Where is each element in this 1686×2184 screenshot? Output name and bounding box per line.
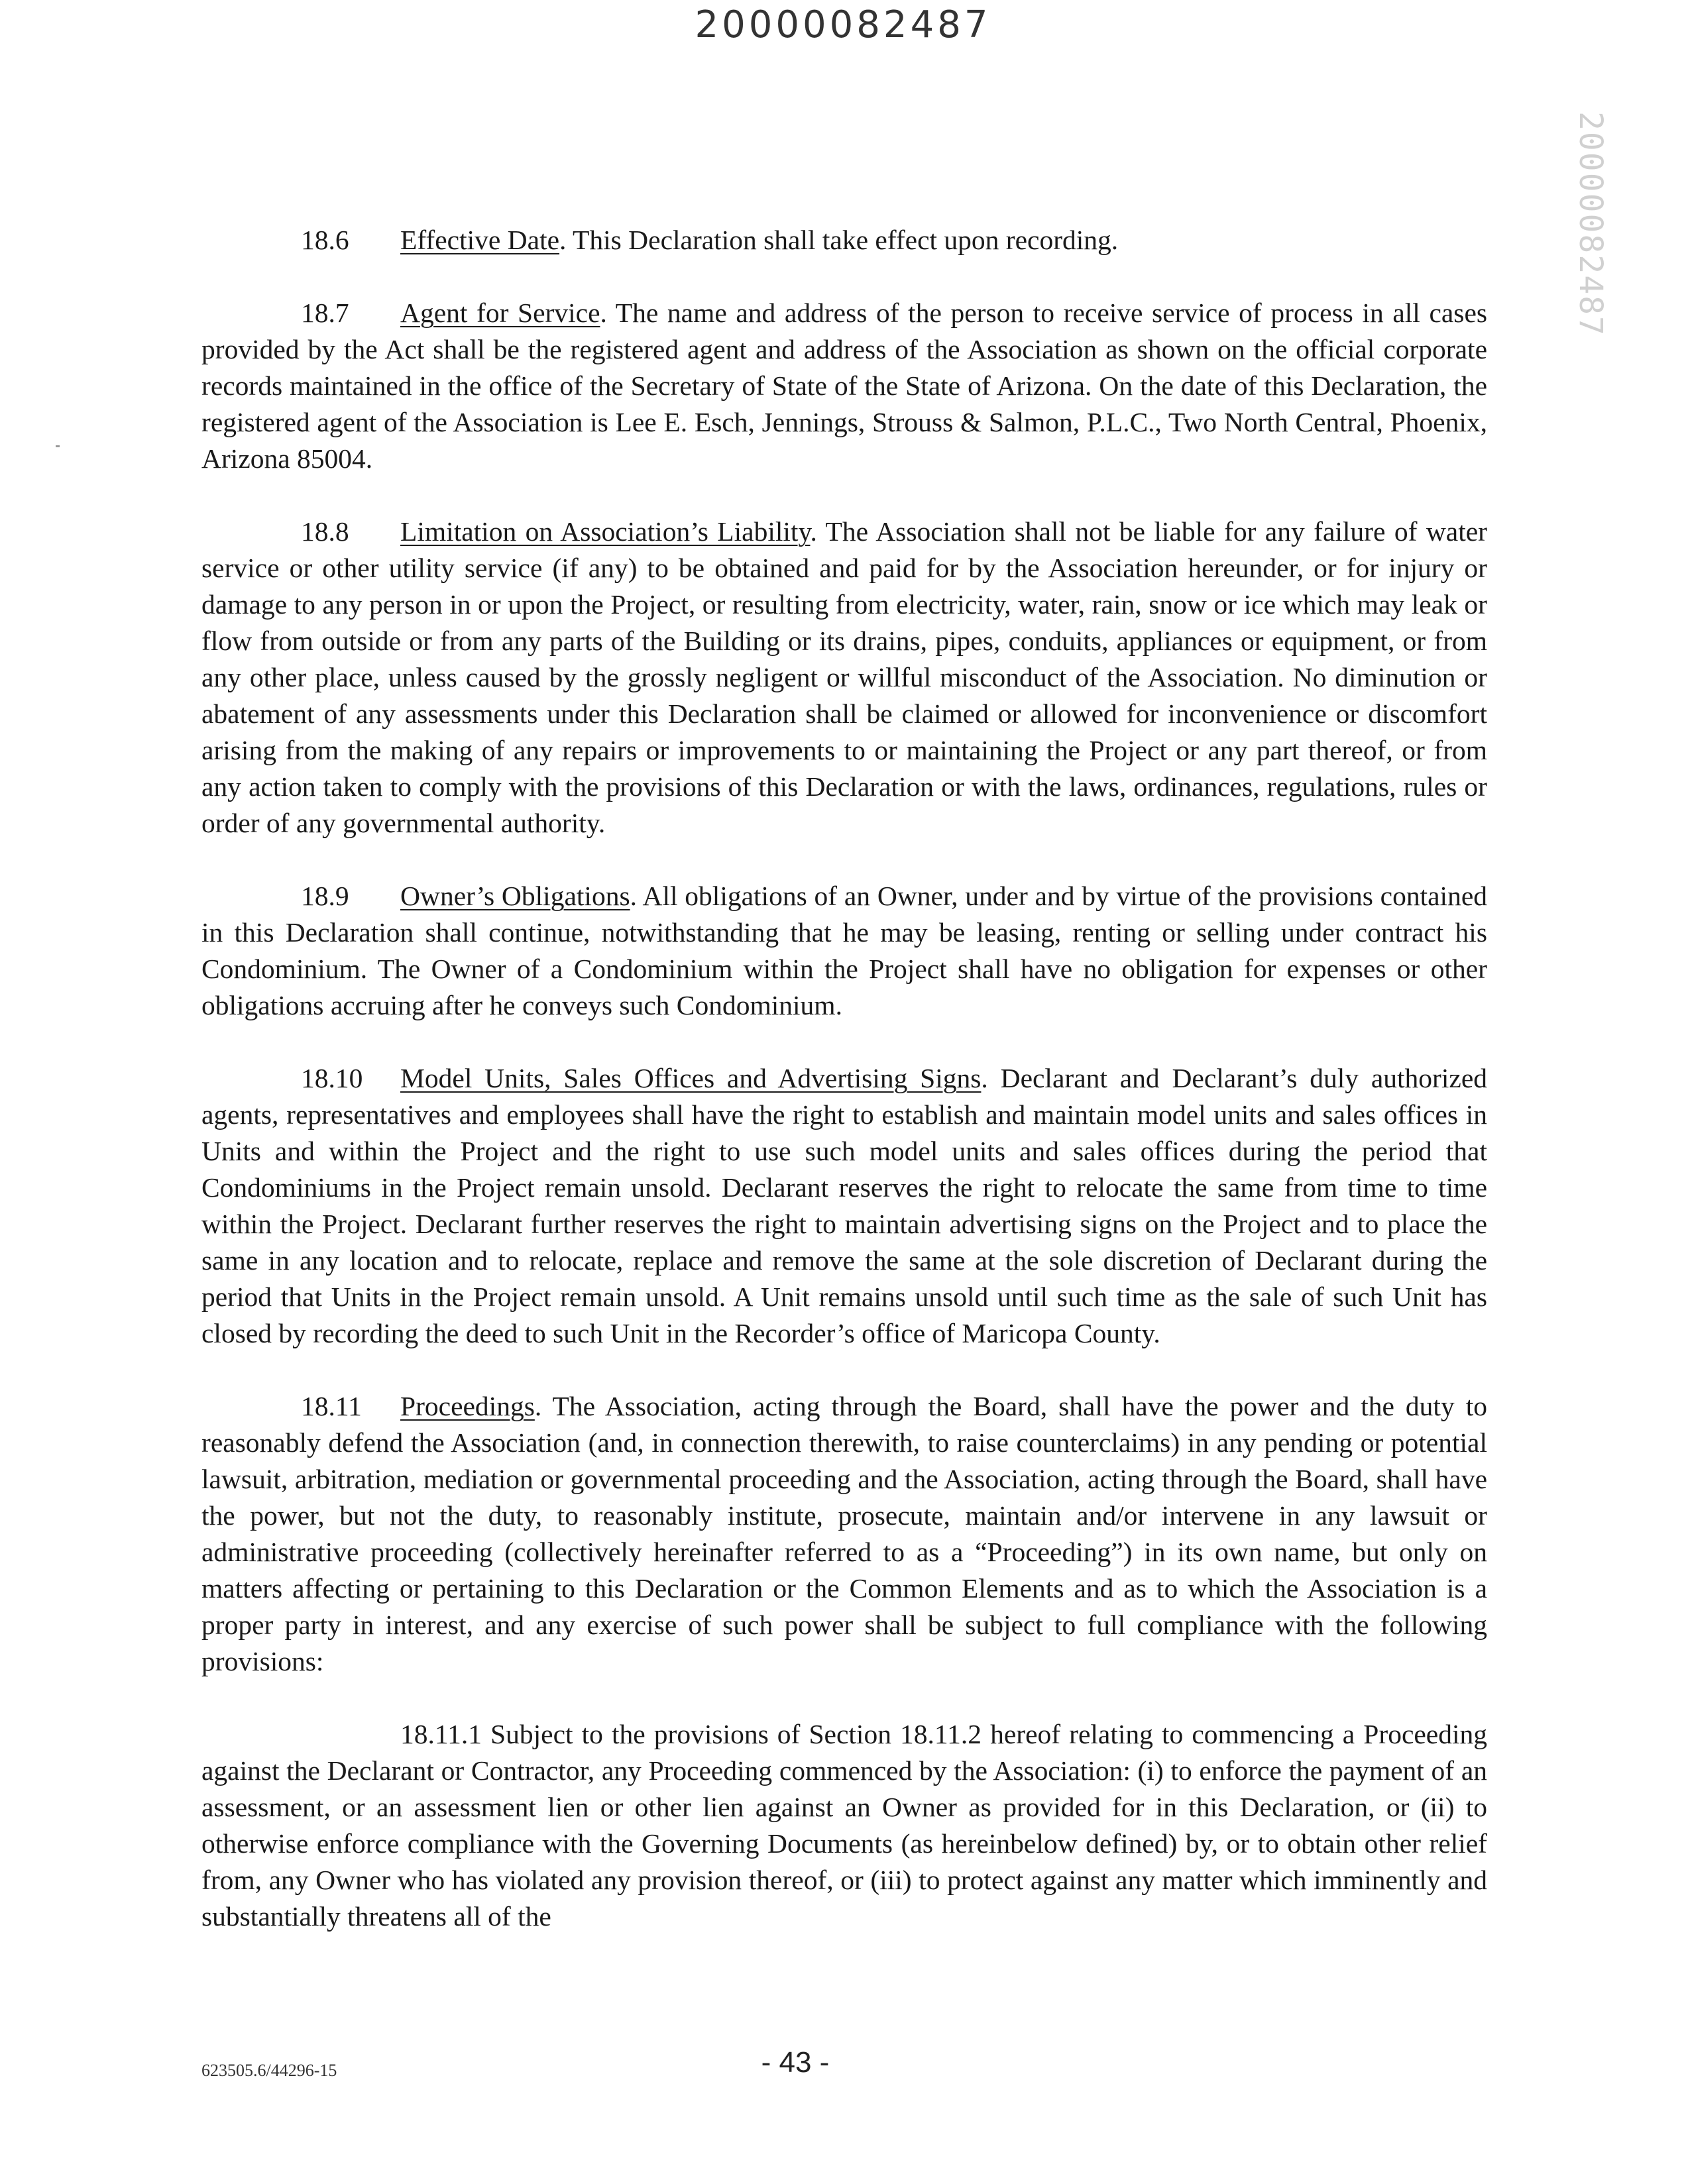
section-title: Owner’s Obligations [400,881,630,911]
subsection-number: 18.11.1 [400,1719,482,1749]
section-title: Agent for Service [400,298,600,328]
section-text: . All obligations of an Owner, under and by virtue of the provisions contained in this Declaration shall continue, notwithstanding that he may be leasing, renting or selling under contract his Condominium. The Owner of a Condominium within the Project shall have no obligation for expenses or other obligations accruing after he conveys such Condominium. [201,881,1488,1020]
section-18-8 [201,514,1487,842]
section-title: Effective Date [400,225,560,255]
section-number: 18.8 [301,516,349,547]
section-title: Proceedings [400,1391,535,1421]
section-text: . The name and address of the person to receive service of process in all cases provided by the Act shall be the registered agent and address of the Association as shown on the official corporate records maintained in the office of the Secretary of State of the State of Arizona. On the date of this Declaration, the registered agent of the Association is Lee E. Esch, Jennings, Strouss & Salmon, P.L.C., Two North Central, Phoenix, Arizona 85004. [201,298,1488,474]
section-title: Limitation on Association’s Liability [400,516,811,547]
section-18-11 [201,1388,1487,1680]
subsection-18-11-1 [201,1716,1487,1935]
section-number: 18.9 [301,881,349,911]
footer-document-id: 623505.6/44296-15 [201,2061,337,2080]
section-number: 18.10 [301,1063,363,1093]
document-number: 20000082487 [695,3,991,46]
section-18-6 [201,222,1487,258]
subsection-text: Subject to the provisions of Section 18.11.2 hereof relating to commencing a Proceeding against the Declarant or Contractor, any Proceeding commenced by the Association: (i) to enforce the payment of an assessment, or an assessment lien or other lien against an Owner as provided for in this Declaration, or (ii) to otherwise enforce compliance with the Governing Documents (as hereinbelow defined) by, or to obtain other relief from, any Owner who has violated any provision thereof, or (iii) to protect against any matter which imminently and substantially threatens all of the [201,1719,1487,1932]
section-18-7 [201,295,1487,477]
vertical-recording-stamp: 20000082487 [1572,111,1609,337]
section-text: . The Association shall not be liable for any failure of water service or other utility service (if any) to be obtained and paid for by the Association hereunder, or for injury or damage to any person in or upon the Project, or resulting from electricity, water, rain, snow or ice which may leak or flow from outside or from any parts of the Building or its drains, pipes, conduits, appliances or equipment, or from any other place, unless caused by the grossly negligent or willful misconduct of the Association. No diminution or abatement of any assessments under this Declaration shall be claimed or allowed for inconvenience or discomfort arising from the making of any repairs or improvements to or maintaining the Project or any part thereof, or from any action taken to comply with the provisions of this Declaration or with the laws, ordinances, regulations, rules or order of any governmental authority. [201,516,1487,838]
page-number: - 43 - [761,2046,830,2079]
section-18-9 [201,878,1487,1024]
section-18-10 [201,1060,1487,1352]
section-number: 18.11 [301,1391,362,1421]
section-text: . The Association, acting through the Board, shall have the power and the duty to reasonably defend the Association (and, in connection therewith, to raise counterclaims) in any pending or potential lawsuit, arbitration, mediation or governmental proceeding and the Association, acting through the Board, shall have the power, but not the duty, to reasonably institute, prosecute, maintain and/or intervene in any lawsuit or administrative proceeding (collectively hereinafter referred to as a “Proceeding”) in its own name, but only on matters affecting or pertaining to this Declaration or the Common Elements and as to which the Association is a proper party in interest, and any exercise of such power shall be subject to full compliance with the following provisions: [201,1391,1487,1676]
section-text: . Declarant and Declarant’s duly authorized agents, representatives and employees shall have the right to establish and maintain model units and sales offices in Units and within the Project and the right to use such model units and sales offices during the period that Condominiums in the Project remain unsold. Declarant reserves the right to relocate the same from time to time within the Project. Declarant further reserves the right to maintain advertising signs on the Project and to place the same in any location and to relocate, replace and remove the same at the sole discretion of Declarant during the period that Units in the Project remain unsold. A Unit remains unsold until such time as the sale of such Unit has closed by recording the deed to such Unit in the Recorder’s office of Maricopa County. [201,1063,1487,1348]
section-number: 18.7 [301,298,349,328]
scan-artifact [56,445,60,447]
section-title: Model Units, Sales Offices and Advertising Signs [400,1063,982,1093]
section-text: . This Declaration shall take effect upon recording. [559,225,1119,255]
section-number: 18.6 [301,225,349,255]
document-body [201,222,1487,1971]
